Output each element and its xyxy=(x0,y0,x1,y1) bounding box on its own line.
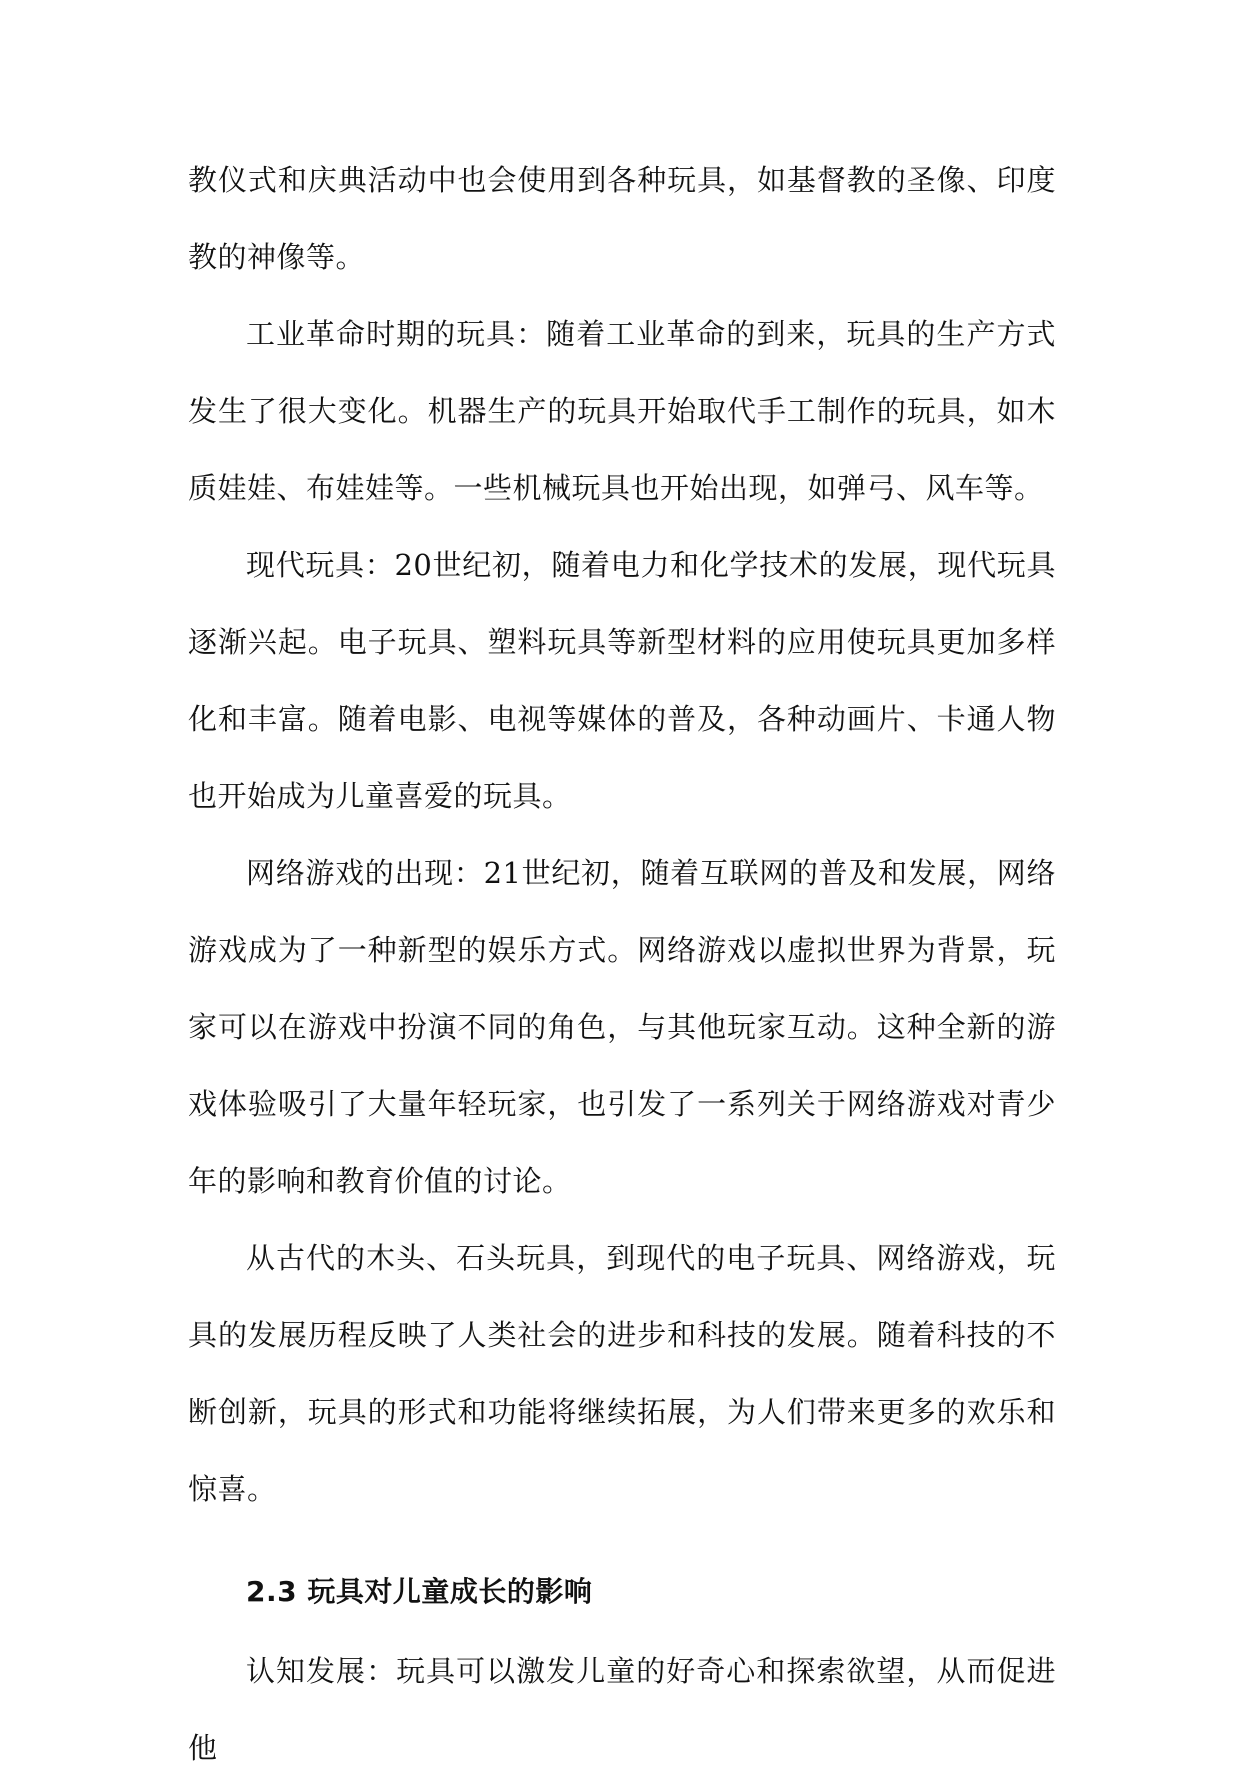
paragraph-continuation: 教仪式和庆典活动中也会使用到各种玩具，如基督教的圣像、印度教的神像等。 xyxy=(188,163,1056,274)
paragraph-online-games: 网络游戏的出现：21世纪初，随着互联网的普及和发展，网络游戏成为了一种新型的娱乐方式。网络游戏以虚拟世界为背景，玩家可以在游戏中扮演不同的角色，与其他玩家互动。这种全新的游戏体验吸引了大量年轻玩家，也引发了一系列关于网络游戏对青少年的影响和教育价值的讨论。 xyxy=(188,856,1056,1198)
paragraph-modern-toys: 现代玩具：20世纪初，随着电力和化学技术的发展，现代玩具逐渐兴起。电子玩具、塑料玩具等新型材料的应用使玩具更加多样化和丰富。随着电影、电视等媒体的普及，各种动画片、卡通人物也开始成为儿童喜爱的玩具。 xyxy=(188,548,1056,813)
paragraph-summary: 从古代的木头、石头玩具，到现代的电子玩具、网络游戏，玩具的发展历程反映了人类社会的进步和科技的发展。随着科技的不断创新，玩具的形式和功能将继续拓展，为人们带来更多的欢乐和惊喜。 xyxy=(188,1241,1056,1506)
document-body xyxy=(188,142,1056,1787)
section-heading: 2.3 玩具对儿童成长的影响 xyxy=(246,1575,593,1608)
paragraph-industrial-toys: 工业革命时期的玩具：随着工业革命的到来，玩具的生产方式发生了很大变化。机器生产的玩具开始取代手工制作的玩具，如木质娃娃、布娃娃等。一些机械玩具也开始出现，如弹弓、风车等。 xyxy=(188,317,1056,505)
paragraph-cognitive-development: 认知发展：玩具可以激发儿童的好奇心和探索欲望，从而促进他 xyxy=(188,1654,1056,1765)
